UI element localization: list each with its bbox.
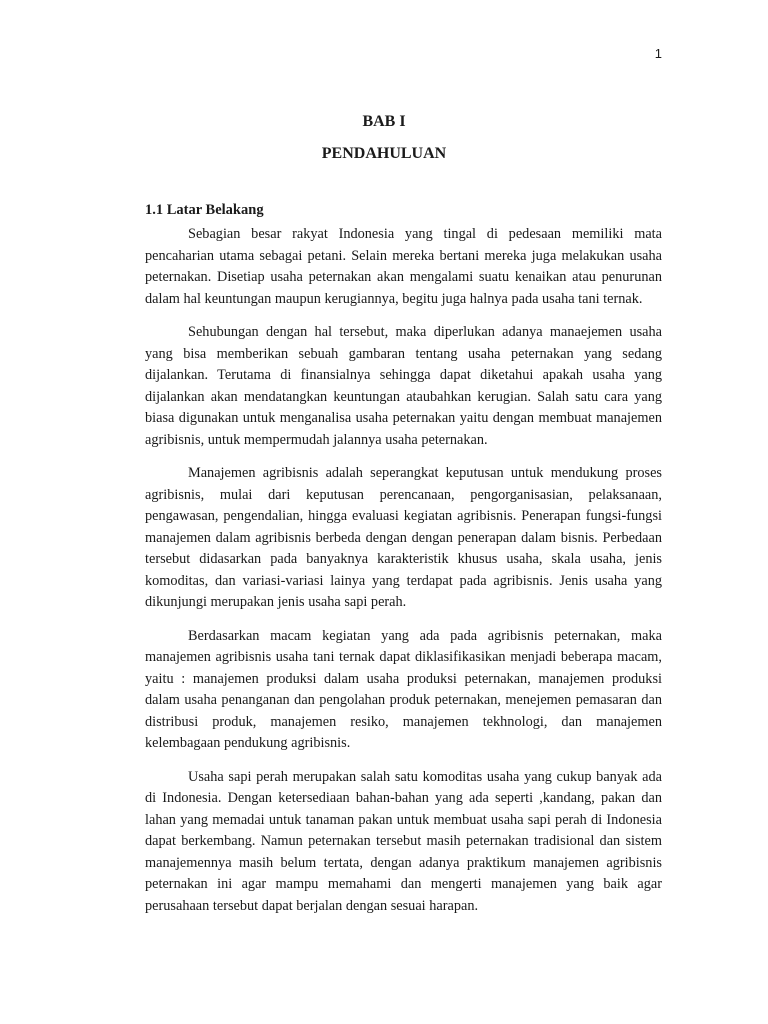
chapter-label: BAB I [362,113,406,130]
section-body [145,224,662,929]
paragraph-1: Sebagian besar rakyat Indonesia yang tingal di pedesaan memiliki mata pencaharian utama sebagai petani. Selain mereka bertani mereka juga melakukan usaha peternakan. Disetiap usaha peternakan akan mengalami suatu kenaikan atau penurunan dalam hal keuntungan maupun kerugiannya, begitu juga halnya pada usaha tani ternak. [145,226,662,307]
paragraph-2: Sehubungan dengan hal tersebut, maka diperlukan adanya manaejemen usaha yang bisa memberikan sebuah gambaran tentang usaha peternakan yang sedang dijalankan. Terutama di finansialnya sehingga dapat diketahui apakah usaha yang dijalankan akan mendatangkan keuntungan ataubahkan kerugian. Salah satu cara yang biasa digunakan untuk menganalisa usaha peternakan yaitu dengan membuat manajemen agribisnis, untuk mempermudah jalannya usaha peternakan. [145,324,662,448]
paragraph-4: Berdasarkan macam kegiatan yang ada pada agribisnis peternakan, maka manajemen agribisnis usaha tani ternak dapat diklasifikasikan menjadi beberapa macam, yaitu : manajemen produksi dalam usaha produksi peternakan, manajemen produksi dalam usaha penanganan dan pengolahan produk peternakan, menejemen pemasaran dan distribusi produk, manajemen resiko, manajemen tekhnologi, dan manajemen kelembagaan pendukung agribisnis. [145,627,662,751]
page-number: 1 [654,46,662,61]
paragraph-5: Usaha sapi perah merupakan salah satu komoditas usaha yang cukup banyak ada di Indonesia. Dengan ketersediaan bahan-bahan yang ada seperti ,kandang, pakan dan lahan yang memadai untuk tanaman pakan untuk membuat usaha sapi perah di Indonesia dapat berkembang. Namun peternakan tersebut masih peternakan tradisional dan sistem manajemennya masih belum tertata, dengan adanya praktikum manajemen agribisnis peternakan ini agar mampu memahami dan mengerti manajemen yang baik agar perusahaan tersebut dapat berjalan dengan sesuai harapan. [145,768,662,914]
section-heading: 1.1 Latar Belakang [145,202,264,218]
paragraph-3: Manajemen agribisnis adalah seperangkat keputusan untuk mendukung proses agribisnis, mulai dari keputusan perencanaan, pengorganisasian, pelaksanaan, pengawasan, pengendalian, hingga evaluasi kegiatan agribisnis. Penerapan fungsi-fungsi manajemen dalam agribisnis berbeda dengan dengan penerapan dalam bisnis. Perbedaan tersebut didasarkan pada banyaknya karakteristik khusus usaha, skala usaha, jenis komoditas, dan variasi-variasi lainya yang terdapat pada agribisnis. Jenis usaha yang dikunjungi merupakan jenis usaha sapi perah. [145,465,662,610]
chapter-title: PENDAHULUAN [321,145,447,162]
